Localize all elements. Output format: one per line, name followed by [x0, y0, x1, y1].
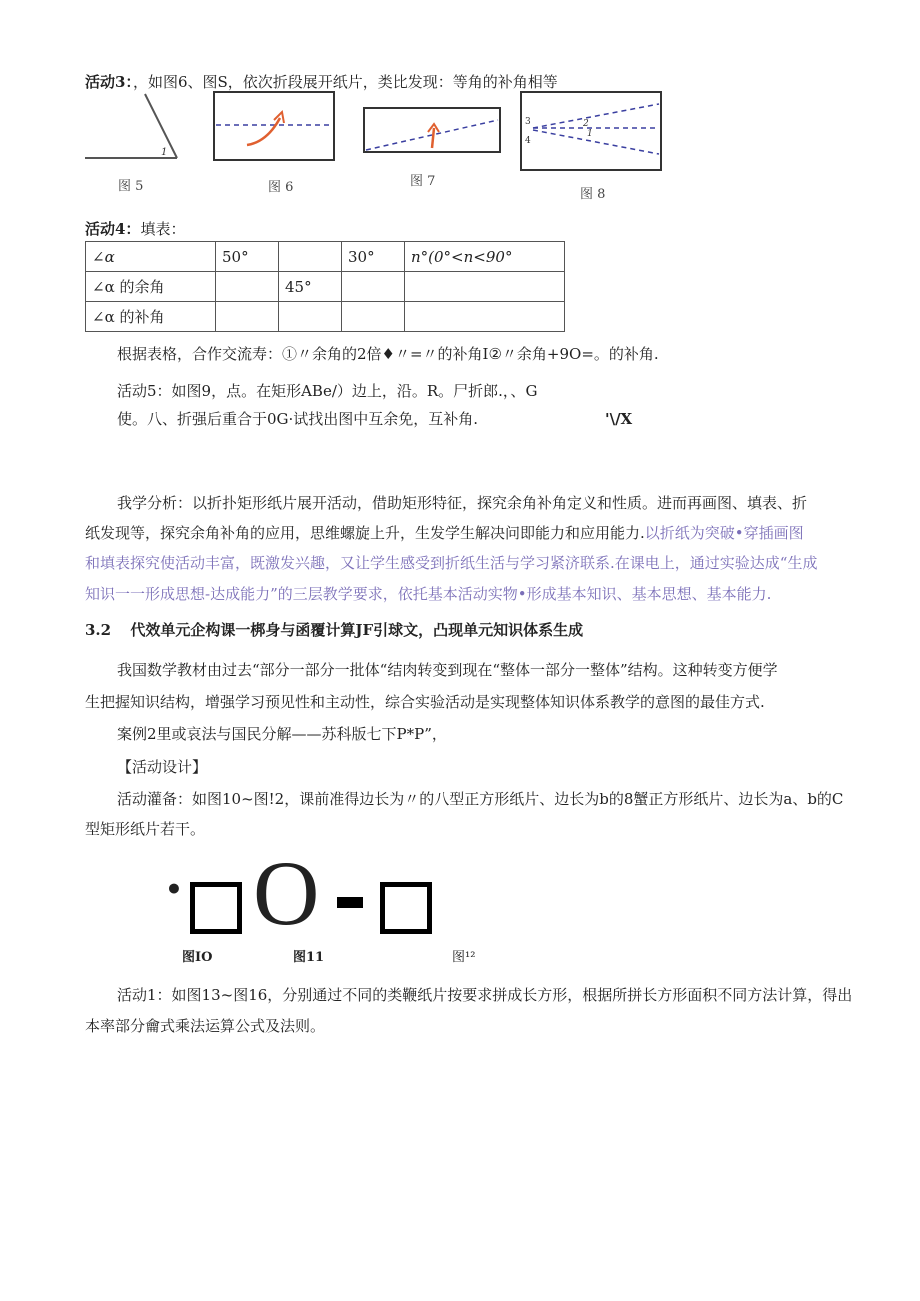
- activity5-line1: 活动5：如图9，点。在矩形ABe/）边上，沿。R。尸折郎.，、G: [117, 382, 538, 400]
- analysis-line2: [85, 523, 804, 543]
- table-row: [86, 272, 565, 302]
- table-cell: [405, 302, 565, 332]
- table-summary: 根据表格，合作交流寿：①〃余角的2倍♦〃=〃的补角I②〃余角+9O=。的补角.: [117, 345, 659, 363]
- figure-8-caption: 图 8: [580, 187, 606, 202]
- table-cell: 30°: [342, 242, 405, 272]
- figure-8-mark-4: 4: [525, 136, 531, 146]
- square-a-shape: [190, 882, 242, 934]
- figure-12-caption: 图¹²: [452, 950, 476, 965]
- angle-table: [85, 241, 565, 332]
- dot-glyph: •: [165, 873, 183, 906]
- table-cell: [216, 302, 279, 332]
- prep-line2: 型矩形纸片若干。: [85, 820, 206, 838]
- analysis-line1: 我学分析：以折扑矩形纸片展开活动，借助矩形特征，探究余角补角定义和性质。进而再画图、填表、折: [117, 494, 808, 512]
- analysis-line2-highlight: 以折纸为突破•穿插画图: [644, 524, 804, 542]
- circle-o-shape: O: [253, 842, 320, 944]
- figure-5-angle-mark: 1: [161, 147, 168, 158]
- analysis-line2-text: 纸发现等，探究余角补角的应用，思维螺旋上升，生发学生解决问即能力和应用能力.: [85, 524, 645, 542]
- table-row: [86, 302, 565, 332]
- figure-8-mark-1: 1: [587, 129, 593, 139]
- figure-6: [212, 90, 337, 162]
- table-cell: [216, 272, 279, 302]
- section-number: 3.2: [85, 621, 112, 639]
- table-cell: [342, 272, 405, 302]
- figure-5-caption: 图 5: [118, 179, 144, 194]
- prep-line1: 活动灌备：如图10~图!2，课前准得边长为〃的八型正方形纸片、边长为b的8蟹正方形纸片、边长为a、b的C: [117, 790, 844, 808]
- square-b-shape: [380, 882, 432, 934]
- case2-line: 案例2里或哀法与国民分解——苏科版七下P*P”，: [117, 725, 447, 743]
- figure-8-mark-2: 2: [583, 119, 589, 129]
- activity1-line2: 本率部分龠式乘法运算公式及法则。: [85, 1017, 326, 1035]
- activity3-line: [85, 72, 558, 92]
- figure-6-caption: 图 6: [268, 180, 294, 195]
- table-cell: ∠α 的余角: [86, 272, 216, 302]
- activity5-line2: 使。八、折强后重合于0G·试找出图中互余免，互补角.: [117, 410, 479, 428]
- section-title: 代效单元企构课一梆身与函覆计算JF引球文，凸现单元知识体系生成: [130, 621, 584, 639]
- figure-5: [85, 92, 185, 162]
- figure-8: [519, 90, 665, 172]
- para1-line2: 生把握知识结构，增强学习预见性和主动性，综合实验活动是实现整体知识体系教学的意图的最佳方式.: [85, 693, 765, 711]
- section-heading: [85, 620, 583, 640]
- table-cell: [279, 242, 342, 272]
- activity5-figure-mark: '\/X: [605, 410, 633, 428]
- analysis-line3: 和填表探究使活动丰富，既激发兴趣，又让学生感受到折纸生活与学习紧济联系.在课电上，通过实验达成“生成: [85, 554, 818, 572]
- dash-shape: [337, 897, 363, 908]
- activity1-line1: 活动1：如图13~图16，分别通过不同的类鞭纸片按要求拼成长方形，根据所拼长方形面积不同方法计算，得出: [117, 986, 853, 1004]
- activity-design-heading: 【活动设计】: [117, 758, 208, 776]
- activity4-line: [85, 219, 185, 239]
- activity3-text: ，如图6、图S，依次折段展开纸片，类比发现：等角的补角相等: [132, 73, 558, 91]
- table-cell: ∠α 的补角: [86, 302, 216, 332]
- figure-10-caption: 图IO: [182, 950, 213, 965]
- table-cell: 50°: [216, 242, 279, 272]
- activity3-label: 活动3：: [85, 73, 133, 91]
- figure-7-caption: 图 7: [410, 174, 436, 189]
- table-cell: [405, 272, 565, 302]
- para1-line1: 我国数学教材由过去“部分一部分一批体“结肉转变到现在“整体一部分一整体”结构。这种转变方便学: [117, 661, 778, 679]
- figure-7: [362, 106, 504, 156]
- table-row: [86, 242, 565, 272]
- table-cell: n°(0°<n<90°: [405, 242, 565, 272]
- activity4-label: 活动4：: [85, 220, 141, 238]
- table-cell: 45°: [279, 272, 342, 302]
- figure-11-caption: 图11: [293, 950, 325, 965]
- figure-8-mark-3: 3: [525, 117, 531, 127]
- table-cell: ∠α: [86, 242, 216, 272]
- table-cell: [342, 302, 405, 332]
- activity4-text: 填表：: [140, 220, 186, 238]
- table-cell: [279, 302, 342, 332]
- analysis-line4: 知识一一形成思想-达成能力”的三层教学要求，依托基本活动实物•形成基本知识、基本思想、基本能力.: [85, 585, 772, 603]
